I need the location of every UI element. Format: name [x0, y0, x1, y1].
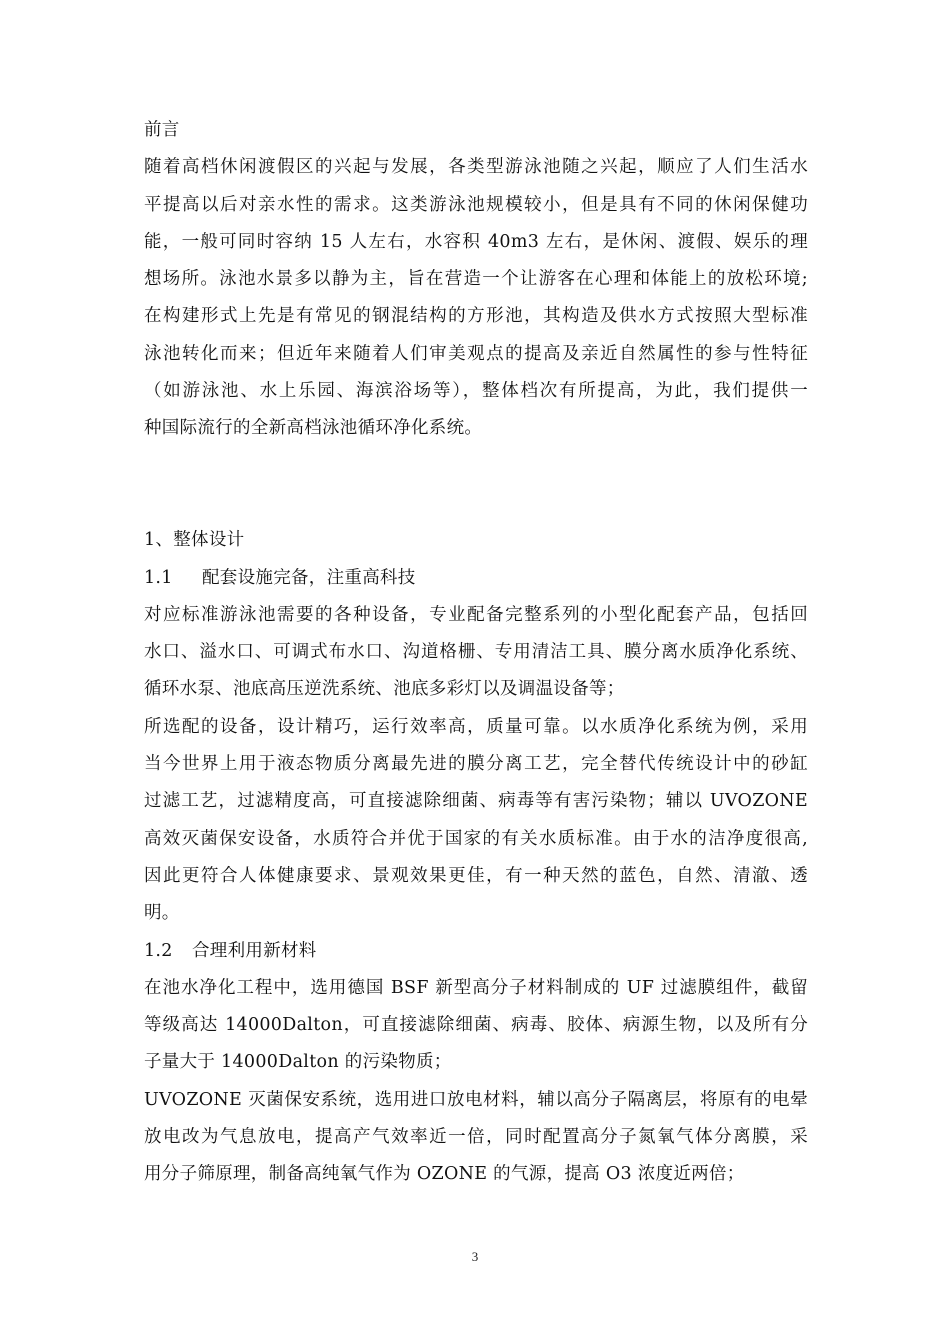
text-line: 当今世界上用于液态物质分离最先进的膜分离工艺，完全替代传统设计中的砂缸: [144, 754, 808, 775]
text-line: 因此更符合人体健康要求、景观效果更佳，有一种天然的蓝色，自然、清澈、透: [144, 865, 808, 886]
text-line: 循环水泵、池底高压逆洗系统、池底多彩灯以及调温设备等；: [144, 679, 625, 700]
text-line: 用分子筛原理，制备高纯氧气作为 OZONE 的气源，提高 O3 浓度近两倍；: [144, 1164, 745, 1185]
text-line: 在池水净化工程中，选用德国 BSF 新型高分子材料制成的 UF 过滤膜组件，截留: [144, 977, 808, 998]
subsection-1-1-paragraph-2: [144, 709, 808, 933]
text-line: 种国际流行的全新高档泳池循环净化系统。: [144, 418, 483, 439]
subsection-1-1-paragraph-1: [144, 597, 808, 709]
subsection-1-2-paragraph-2: [144, 1082, 808, 1194]
text-line: 放电改为气息放电，提高产气效率近一倍，同时配置高分子氮氧气体分离膜，采: [144, 1127, 808, 1148]
subsection-number: 1.1: [144, 567, 173, 588]
text-line: 泳池转化而来；但近年来随着人们审美观点的提高及亲近自然属性的参与性特征: [144, 343, 808, 364]
subsection-number: 1.2: [144, 940, 173, 961]
page-number: 3: [471, 1249, 479, 1264]
text-line: （如游泳池、水上乐园、海滨浴场等），整体档次有所提高，为此，我们提供一: [144, 381, 808, 402]
text-line: 对应标准游泳池需要的各种设备，专业配备完整系列的小型化配套产品，包括回: [144, 604, 808, 625]
text-line: 水口、溢水口、可调式布水口、沟道格栅、专用清洁工具、膜分离水质净化系统、: [144, 642, 808, 663]
text-line: 能，一般可同时容纳 15 人左右，水容积 40m3 左右，是休闲、渡假、娱乐的理: [144, 231, 808, 252]
preface-title: 前言: [144, 120, 180, 140]
preface-paragraph: [144, 149, 808, 447]
page-content: [144, 112, 808, 1194]
text-line: 想场所。泳池水景多以静为主，旨在营造一个让游客在心理和体能上的放松环境;: [144, 269, 808, 290]
subsection-1-2-heading: [144, 933, 808, 970]
text-line: 随着高档休闲渡假区的兴起与发展，各类型游泳池随之兴起，顺应了人们生活水: [144, 157, 808, 178]
text-line: 平提高以后对亲水性的需求。这类游泳池规模较小，但是具有不同的休闲保健功: [144, 194, 808, 215]
text-line: 子量大于 14000Dalton 的污染物质；: [144, 1052, 452, 1073]
text-line: 所选配的设备，设计精巧，运行效率高，质量可靠。以水质净化系统为例，采用: [144, 716, 808, 737]
section-1-title: 1、整体设计: [144, 530, 245, 551]
text-line: 明。: [144, 903, 180, 924]
text-line: 过滤工艺，过滤精度高，可直接滤除细菌、病毒等有害污染物；辅以 UVOZONE: [144, 791, 808, 812]
text-line: 高效灭菌保安设备，水质符合并优于国家的有关水质标准。由于水的洁净度很高,: [144, 828, 808, 849]
subsection-title: 合理利用新材料: [192, 940, 317, 961]
text-line: 在构建形式上先是有常见的钢混结构的方形池，其构造及供水方式按照大型标准: [144, 306, 808, 327]
subsection-1-1-heading: [144, 560, 808, 597]
subsection-title: 配套设施完备，注重高科技: [202, 567, 416, 588]
text-line: UVOZONE 灭菌保安系统，选用进口放电材料，辅以高分子隔离层，将原有的电晕: [144, 1089, 808, 1110]
subsection-1-2-paragraph-1: [144, 970, 808, 1082]
section-spacer: [144, 448, 808, 523]
text-line: 等级高达 14000Dalton，可直接滤除细菌、病毒、胶体、病源生物，以及所有分: [144, 1015, 808, 1036]
